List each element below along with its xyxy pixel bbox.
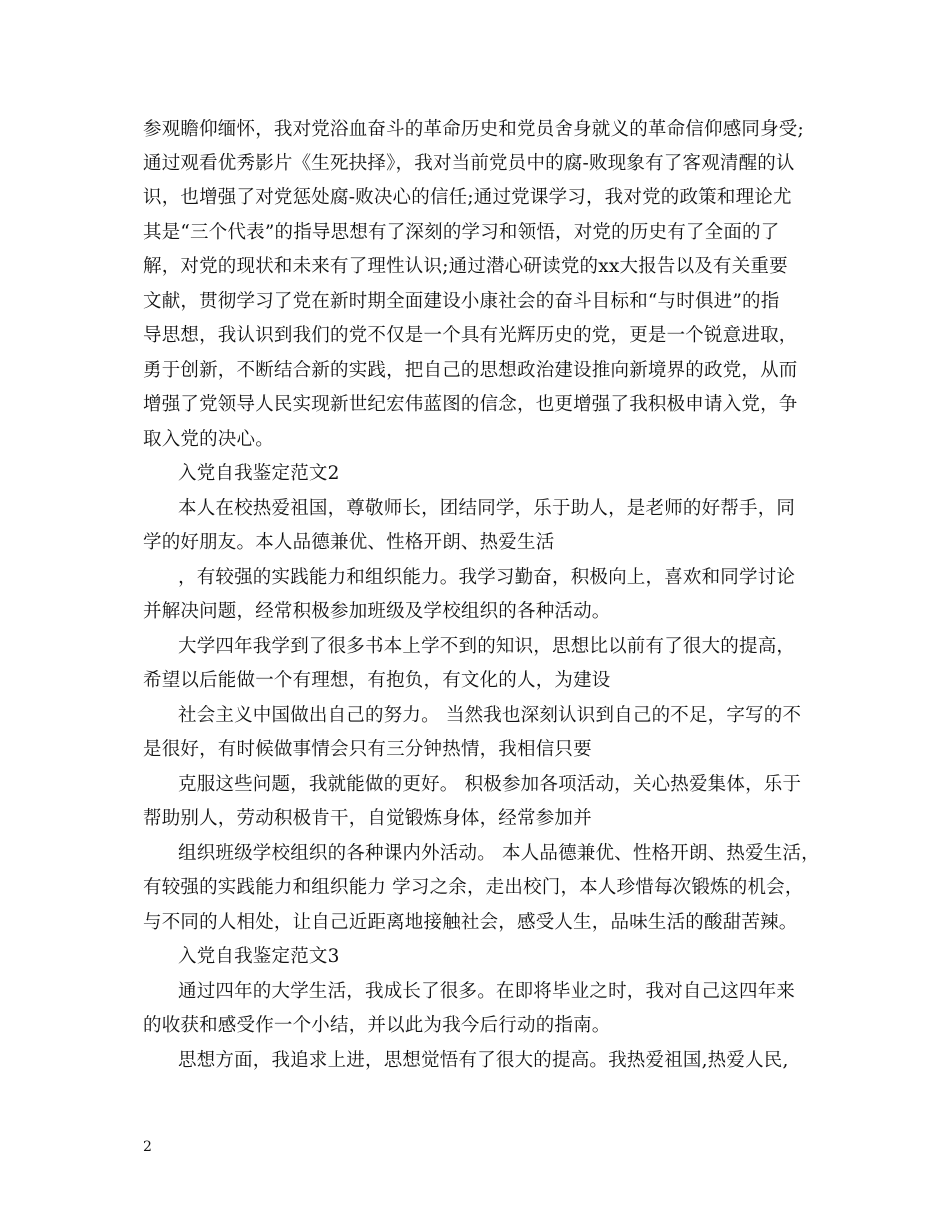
section-heading: 入党自我鉴定范文3 <box>178 946 340 967</box>
text-line: 勇于创新，不断结合新的实践，把自己的思想政治建设推向新境界的政党，从而 <box>143 360 798 381</box>
text-line: 并解决问题，经常积极参加班级及学校组织的各种活动。 <box>143 601 611 622</box>
text-line: 希望以后能做一个有理想，有抱负，有文化的人，为建设 <box>143 670 611 691</box>
text-line: 其是“三个代表”的指导思想有了深刻的学习和领悟，对党的历史有了全面的了 <box>143 222 780 243</box>
text-line: 文献，贯彻学习了党在新时期全面建设小康社会的奋斗目标和“与时俱进”的指 <box>143 291 780 312</box>
text-line: 通过观看优秀影片《生死抉择》，我对当前党员中的腐-败现象有了客观清醒的认 <box>143 153 795 174</box>
text-line: 识，也增强了对党惩处腐-败决心的信任;通过党课学习，我对党的政策和理论尤 <box>143 187 792 208</box>
text-line: 克服这些问题，我就能做的更好。 积极参加各项活动，关心热爱集体，乐于 <box>178 774 802 795</box>
page-number: 2 <box>143 1139 152 1155</box>
text-line: ，有较强的实践能力和组织能力。我学习勤奋，积极向上，喜欢和同学讨论 <box>178 567 796 588</box>
text-line: 思想方面，我追求上进，思想觉悟有了很大的提高。我热爱祖国,热爱人民, <box>178 1050 789 1071</box>
text-line: 有较强的实践能力和组织能力 学习之余，走出校门，本人珍惜每次锻炼的机会， <box>143 877 804 898</box>
text-line: 大学四年我学到了很多书本上学不到的知识，思想比以前有了很大的提高， <box>178 636 796 657</box>
text-line: 组织班级学校组织的各种课内外活动。 本人品德兼优、性格开朗、热爱生活， <box>178 843 820 864</box>
text-line: 本人在校热爱祖国，尊敬师长，团结同学，乐于助人，是老师的好帮手，同 <box>178 498 796 519</box>
text-line: 帮助别人，劳动积极肯干，自觉锻炼身体，经常参加并 <box>143 808 592 829</box>
text-line: 的收获和感受作一个小结，并以此为我今后行动的指南。 <box>143 1015 611 1036</box>
text-line: 是很好，有时候做事情会只有三分钟热情，我相信只要 <box>143 739 592 760</box>
text-line: 取入党的决心。 <box>143 429 274 450</box>
text-line: 参观瞻仰缅怀，我对党浴血奋斗的革命历史和党员舍身就义的革命信仰感同身受; <box>143 119 804 140</box>
text-line: 导思想，我认识到我们的党不仅是一个具有光辉历史的党，更是一个锐意进取， <box>143 325 798 346</box>
text-line: 解，对党的现状和未来有了理性认识;通过潜心研读党的xx大报告以及有关重要 <box>143 256 788 277</box>
text-line: 增强了党领导人民实现新世纪宏伟蓝图的信念，也更增强了我积极申请入党，争 <box>143 394 798 415</box>
text-line: 与不同的人相处，让自己近距离地接触社会，感受人生，品味生活的酸甜苦辣。 <box>143 912 798 933</box>
text-line: 学的好朋友。本人品德兼优、性格开朗、热爱生活 <box>143 532 555 553</box>
section-heading: 入党自我鉴定范文2 <box>178 463 340 484</box>
text-line: 社会主义中国做出自己的努力。 当然我也深刻认识到自己的不足，字写的不 <box>178 705 802 726</box>
text-line: 通过四年的大学生活，我成长了很多。在即将毕业之时，我对自己这四年来 <box>178 981 796 1002</box>
